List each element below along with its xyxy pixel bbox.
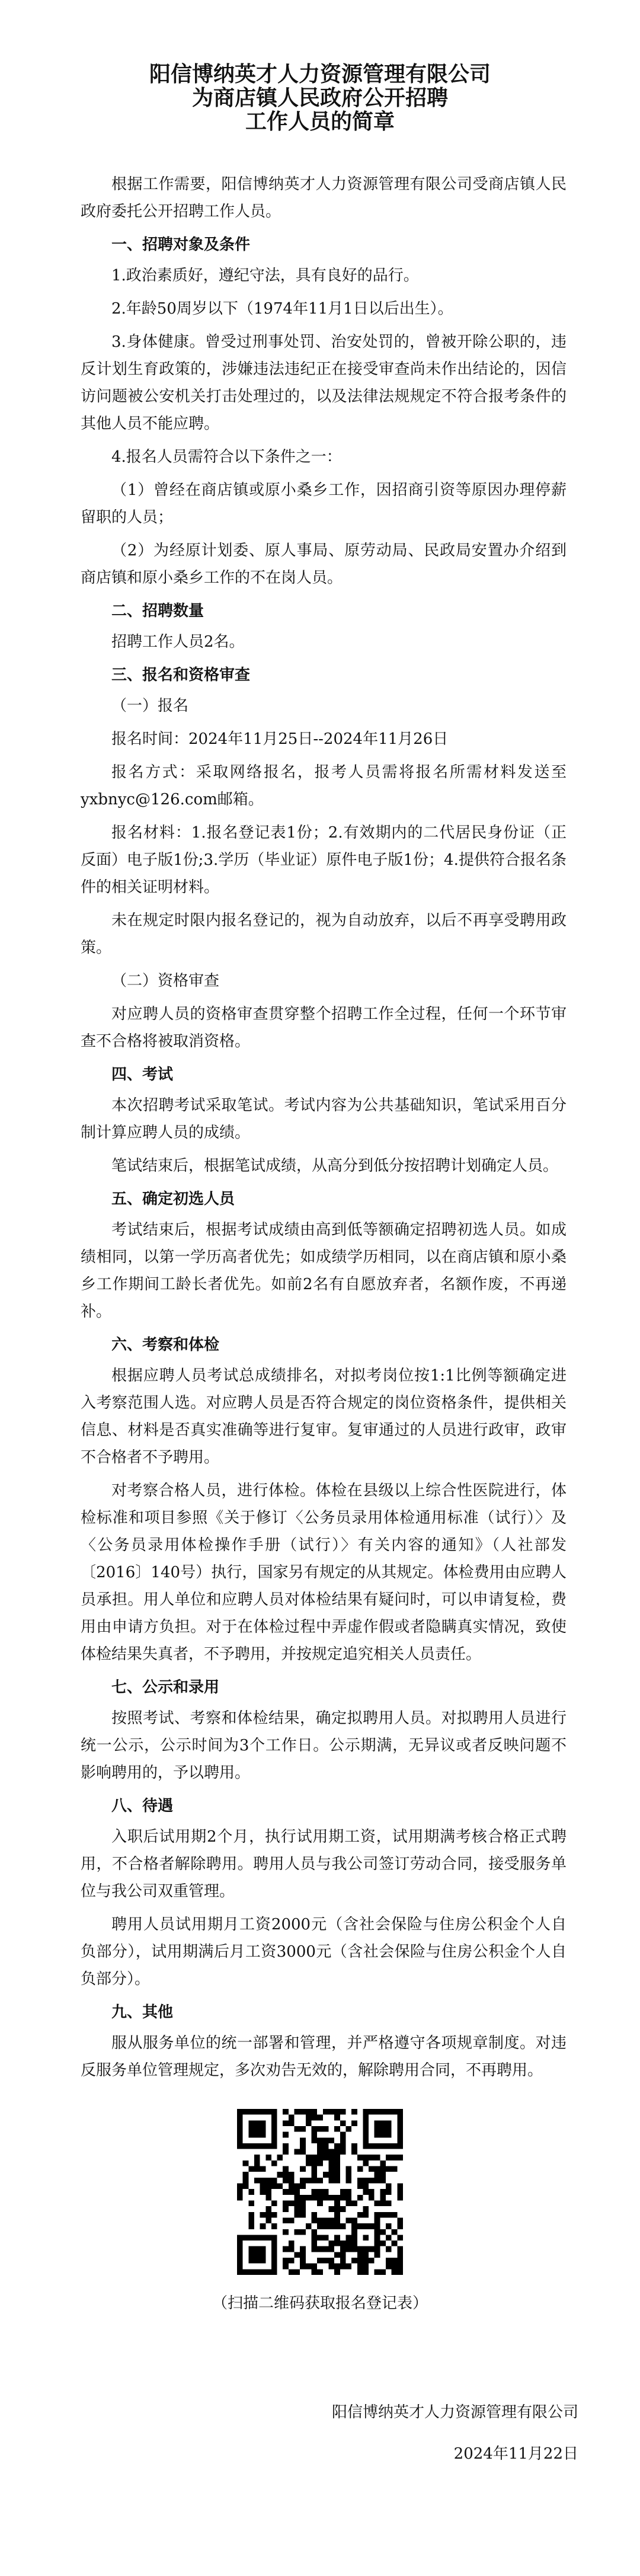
qr-code-icon[interactable] xyxy=(237,2109,403,2275)
selection-paragraph: 考试结束后，根据考试成绩由高到低等额确定招聘初选人员。如成绩相同，以第一学历高者优先；如成绩学历相同，以在商店镇和原小桑乡工作期间工龄长者优先。如前2名有自愿放弃者，名额作废，不再递补。 xyxy=(81,1221,567,1321)
salary-paragraph-2: 聘用人员试用期月工资2000元（含社会保险与住房公积金个人自负部分），试用期满后月工资3000元（含社会保险与住房公积金个人自负部分）。 xyxy=(81,1916,567,1988)
inspection-paragraph-2: 对考察合格人员，进行体检。体检在县级以上综合性医院进行，体检标准和项目参照《关于修订〈公务员录用体检通用标准（试行）〉及〈公务员录用体检操作手册（试行）〉有关内容的通知》（人社部发〔2016〕140号）执行，国家另有规定的从其规定。体检费用由应聘人员承担。用人单位和应聘人员对体检结果有疑问时，可以申请复检，费用由申请方负担。对于在体检过程中弄虚作假或者隐瞒真实情况，致使体检结果失真者，不予聘用，并按规定追究相关人员责任。 xyxy=(81,1482,567,1663)
section-heading-3: 三、报名和资格审查 xyxy=(111,666,251,684)
exam-paragraph-1: 本次招聘考试采取笔试。考试内容为公共基础知识，笔试采用百分制计算应聘人员的成绩。 xyxy=(81,1097,567,1142)
section-heading-1: 一、招聘对象及条件 xyxy=(111,236,251,254)
title-line-3: 工作人员的简章 xyxy=(245,109,395,134)
intro-paragraph: 根据工作需要，阳信博纳英才人力资源管理有限公司受商店镇人民政府委托公开招聘工作人员。 xyxy=(81,175,567,220)
salary-paragraph-1: 入职后试用期2个月，执行试用期工资，试用期满考核合格正式聘用，不合格者解除聘用。聘用人员与我公司签订劳动合同，接受服务单位与我公司双重管理。 xyxy=(81,1828,567,1900)
review-paragraph: 对应聘人员的资格审查贯穿整个招聘工作全过程，任何一个环节审查不合格将被取消资格。 xyxy=(81,1005,567,1050)
condition-item-4: 4.报名人员需符合以下条件之一： xyxy=(111,448,342,466)
other-paragraph: 服从服务单位的统一部署和管理，并严格遵守各项规章制度。对违反服务单位管理规定，多次劝告无效的，解除聘用合同，不再聘用。 xyxy=(81,2034,567,2079)
recruit-count: 招聘工作人员2名。 xyxy=(111,633,245,651)
inspection-paragraph-1: 根据应聘人员考试总成绩排名，对拟考岗位按1:1比例等额确定进入考察范围人选。对应聘人员是否符合规定的岗位资格条件，提供相关信息、材料是否真实准确等进行复审。复审通过的人员进行政审，政审不合格者不予聘用。 xyxy=(81,1367,567,1466)
condition-item-1: 1.政治素质好，遵纪守法，具有良好的品行。 xyxy=(111,267,419,285)
section-heading-4: 四、考试 xyxy=(111,1066,174,1084)
document-body xyxy=(81,171,567,2090)
section-heading-6: 六、考察和体检 xyxy=(111,1336,220,1354)
condition-item-3: 3.身体健康。曾受过刑事处罚、治安处罚的，曾被开除公职的，违反计划生育政策的，涉嫌违法违纪正在接受审查尚未作出结论的，因信访问题被公安机关打击处理过的，以及法律法规规定不符合报考条件的其他人员不能应聘。 xyxy=(81,333,567,433)
condition-subitem-1: （1）曾经在商店镇或原小桑乡工作，因招商引资等原因办理停薪留职的人员； xyxy=(81,481,567,526)
section-heading-7: 七、公示和录用 xyxy=(111,1679,220,1696)
subheading-review: （二）资格审查 xyxy=(111,972,220,990)
section-heading-2: 二、招聘数量 xyxy=(111,602,204,620)
registration-materials: 报名材料：1.报名登记表1份；2.有效期内的二代居民身份证（正反面）电子版1份;3.学历（毕业证）原件电子版1份；4.提供符合报名条件的相关证明材料。 xyxy=(81,824,567,896)
registration-time: 报名时间：2024年11月25日--2024年11月26日 xyxy=(111,730,449,748)
condition-item-2: 2.年龄50周岁以下（1974年11月1日以后出生）。 xyxy=(111,300,453,318)
signature-organization: 阳信博纳英才人力资源管理有限公司 xyxy=(331,2404,578,2421)
section-heading-9: 九、其他 xyxy=(111,2003,174,2021)
condition-subitem-2: （2）为经原计划委、原人事局、原劳动局、民政局安置办介绍到商店镇和原小桑乡工作的不在岗人员。 xyxy=(81,542,567,587)
exam-paragraph-2: 笔试结束后，根据笔试成绩，从高分到低分按招聘计划确定人员。 xyxy=(111,1157,559,1175)
qr-caption: （扫描二维码获取报名登记表） xyxy=(212,2294,428,2312)
title-line-1: 阳信博纳英才人力资源管理有限公司 xyxy=(149,62,491,87)
section-heading-5: 五、确定初选人员 xyxy=(111,1190,235,1208)
title-line-2: 为商店镇人民政府公开招聘 xyxy=(191,85,448,110)
signature-date: 2024年11月22日 xyxy=(453,2445,578,2463)
registration-method: 报名方式：采取网络报名，报考人员需将报名所需材料发送至yxbnyc@126.com邮箱。 xyxy=(81,763,567,808)
subheading-registration: （一）报名 xyxy=(111,697,189,715)
late-registration-note: 未在规定时限内报名登记的，视为自动放弃，以后不再享受聘用政策。 xyxy=(81,912,567,957)
section-heading-8: 八、待遇 xyxy=(111,1797,174,1815)
publicity-paragraph: 按照考试、考察和体检结果，确定拟聘用人员。对拟聘用人员进行统一公示，公示时间为3个工作日。公示期满，无异议或者反映问题不影响聘用的，予以聘用。 xyxy=(81,1709,567,1782)
